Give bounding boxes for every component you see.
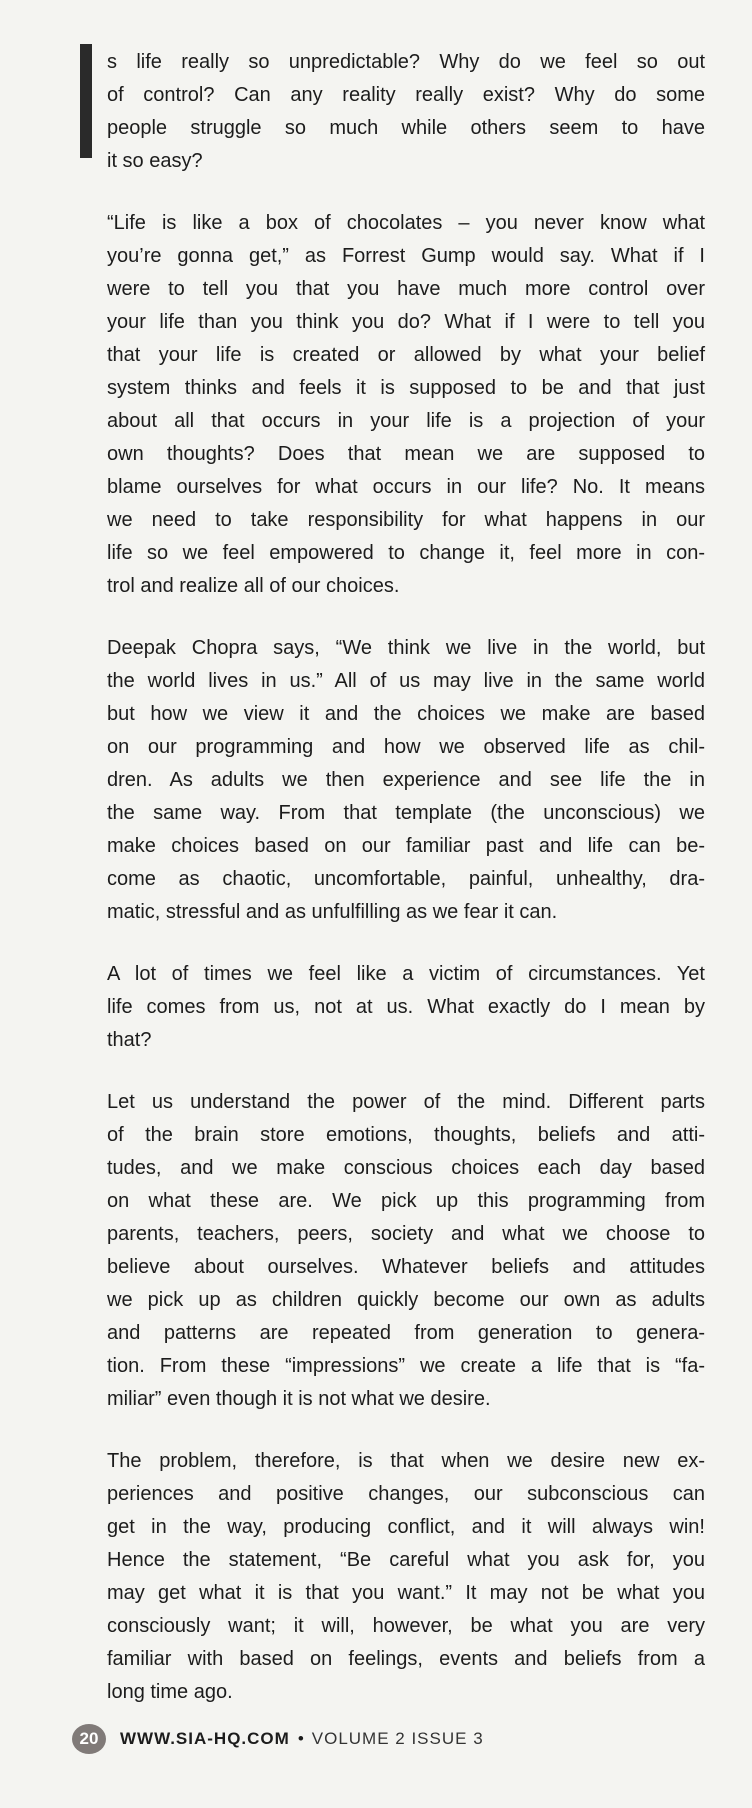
text-line: believe about ourselves. Whatever beliefs and attitudes xyxy=(107,1256,705,1278)
paragraph xyxy=(107,1086,705,1416)
text-line: get in the way, producing conflict, and it will always win! xyxy=(107,1516,705,1538)
text-line: of control? Can any reality really exist? Why do some xyxy=(107,84,705,106)
text-line: you’re gonna get,” as Forrest Gump would say. What if I xyxy=(107,245,705,267)
text-line: tudes, and we make conscious choices each day based xyxy=(107,1157,705,1179)
text-line: own thoughts? Does that mean we are supposed to xyxy=(107,443,705,465)
paragraph xyxy=(107,207,705,603)
text-line: on what these are. We pick up this programming from xyxy=(107,1190,705,1212)
text-line: system thinks and feels it is supposed to be and that just xyxy=(107,377,705,399)
text-line: were to tell you that you have much more control over xyxy=(107,278,705,300)
text-line: Deepak Chopra says, “We think we live in the world, but xyxy=(107,637,705,659)
text-line: of the brain store emotions, thoughts, beliefs and atti- xyxy=(107,1124,705,1146)
text-line: periences and positive changes, our subconscious can xyxy=(107,1483,705,1505)
text-line: on our programming and how we observed life as chil- xyxy=(107,736,705,758)
paragraph xyxy=(107,632,705,929)
text-line: the world lives in us.” All of us may live in the same world xyxy=(107,670,705,692)
footer-separator: • xyxy=(297,1729,304,1748)
text-line: life so we feel empowered to change it, feel more in con- xyxy=(107,542,705,564)
text-line: long time ago. xyxy=(107,1681,233,1703)
article-body xyxy=(107,46,705,1738)
text-line: about all that occurs in your life is a projection of your xyxy=(107,410,705,432)
text-line: we pick up as children quickly become our own as adults xyxy=(107,1289,705,1311)
text-line: the same way. From that template (the unconscious) we xyxy=(107,802,705,824)
text-line: trol and realize all of our choices. xyxy=(107,575,400,597)
website-link: WWW.SIA-HQ.COM xyxy=(120,1729,290,1748)
text-line: Hence the statement, “Be careful what you ask for, you xyxy=(107,1549,705,1571)
text-line: it so easy? xyxy=(107,150,203,172)
text-line: people struggle so much while others seem to have xyxy=(107,117,705,139)
drop-cap-letter-i xyxy=(80,44,92,158)
text-line: life comes from us, not at us. What exactly do I mean by xyxy=(107,996,705,1018)
paragraph xyxy=(107,1445,705,1709)
text-line: “Life is like a box of chocolates – you never know what xyxy=(107,212,705,234)
paragraph xyxy=(107,958,705,1057)
text-line: The problem, therefore, is that when we desire new ex- xyxy=(107,1450,705,1472)
page-number-badge: 20 xyxy=(72,1724,106,1754)
text-line: dren. As adults we then experience and see life the in xyxy=(107,769,705,791)
text-line: your life than you think you do? What if I were to tell you xyxy=(107,311,705,333)
text-line: consciously want; it will, however, be what you are very xyxy=(107,1615,705,1637)
text-line: may get what it is that you want.” It may not be what you xyxy=(107,1582,705,1604)
text-line: tion. From these “impressions” we create a life that is “fa- xyxy=(107,1355,705,1377)
text-line: matic, stressful and as unfulfilling as we fear it can. xyxy=(107,901,558,923)
text-line: come as chaotic, uncomfortable, painful, unhealthy, dra- xyxy=(107,868,705,890)
text-line: that your life is created or allowed by what your belief xyxy=(107,344,705,366)
text-line: we need to take responsibility for what happens in our xyxy=(107,509,705,531)
text-line: that? xyxy=(107,1029,152,1051)
text-line: and patterns are repeated from generation to genera- xyxy=(107,1322,705,1344)
text-line: make choices based on our familiar past and life can be- xyxy=(107,835,705,857)
text-line: parents, teachers, peers, society and what we choose to xyxy=(107,1223,705,1245)
text-line: but how we view it and the choices we make are based xyxy=(107,703,705,725)
text-line: miliar” even though it is not what we desire. xyxy=(107,1388,491,1410)
page-footer xyxy=(72,1724,484,1754)
text-line: s life really so unpredictable? Why do we feel so out xyxy=(107,51,705,73)
paragraph xyxy=(107,46,705,178)
text-line: familiar with based on feelings, events and beliefs from a xyxy=(107,1648,705,1670)
issue-label: VOLUME 2 ISSUE 3 xyxy=(311,1729,484,1748)
text-line: blame ourselves for what occurs in our life? No. It means xyxy=(107,476,705,498)
text-line: Let us understand the power of the mind. Different parts xyxy=(107,1091,705,1113)
text-line: A lot of times we feel like a victim of circumstances. Yet xyxy=(107,963,705,985)
